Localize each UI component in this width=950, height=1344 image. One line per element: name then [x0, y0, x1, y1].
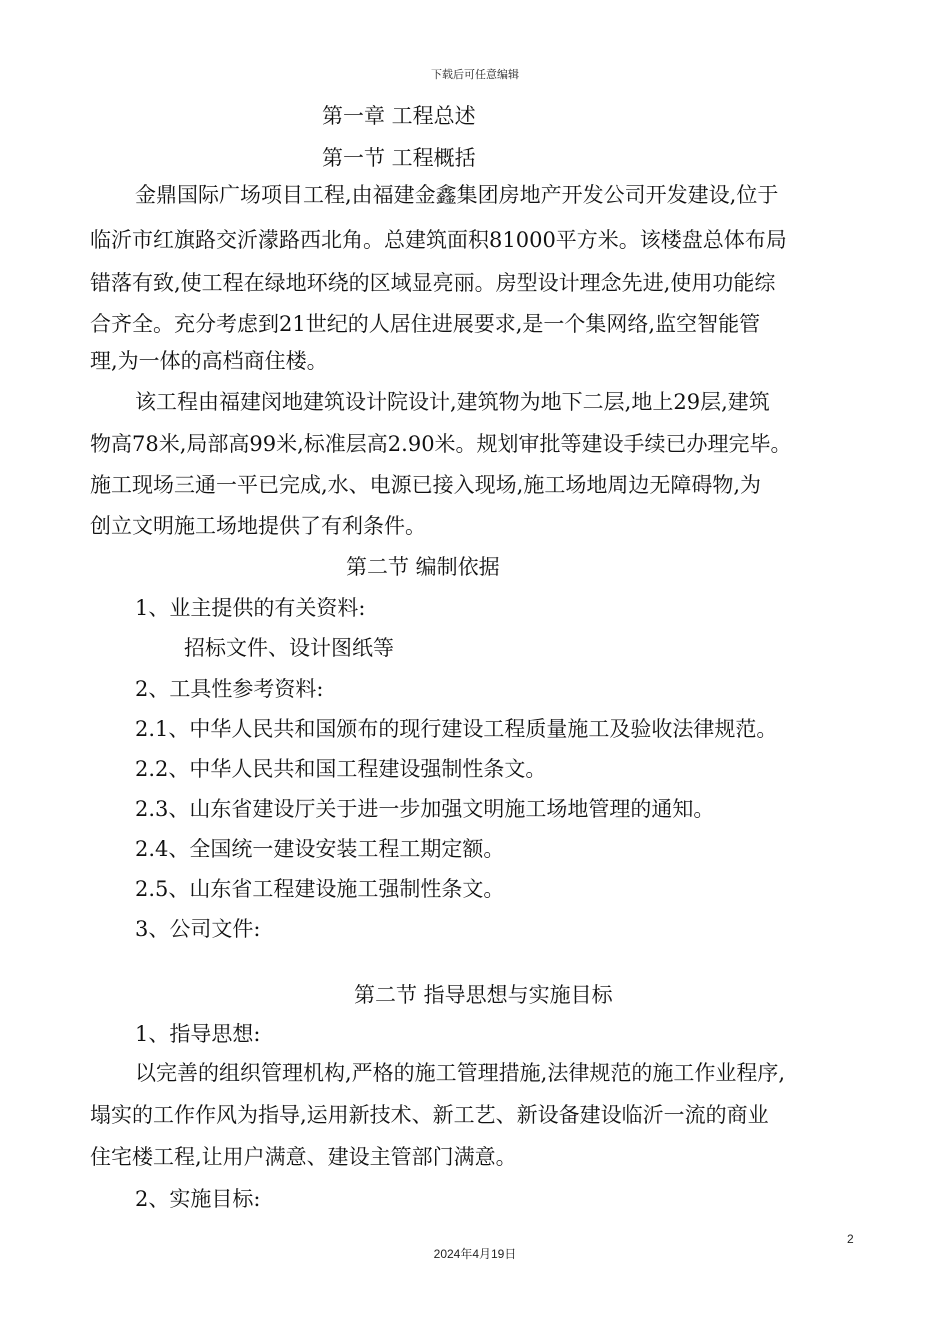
list-item: 2.2、中华人民共和国工程建设强制性条文。: [135, 757, 547, 781]
paragraph-line: 合齐全。充分考虑到21世纪的人居住进展要求,是一个集网络,监空智能管: [90, 312, 761, 336]
paragraph-line: 金鼎国际广场项目工程,由福建金鑫集团房地产开发公司开发建设,位于: [135, 183, 779, 207]
paragraph-line: 错落有致,使工程在绿地环绕的区域显亮丽。房型设计理念先进,使用功能综: [90, 271, 776, 295]
paragraph-line: 创立文明施工场地提供了有利条件。: [90, 514, 426, 538]
subheading-goal: 2、实施目标:: [135, 1187, 261, 1211]
list-item: 1、业主提供的有关资料:: [135, 596, 366, 620]
list-item: 3、公司文件:: [135, 917, 261, 941]
footer-date: 2024年4月19日: [433, 1247, 517, 1261]
list-item: 2.5、山东省工程建设施工强制性条文。: [135, 877, 505, 901]
paragraph-line: 施工现场三通一平已完成,水、电源已接入现场,施工场地周边无障碍物,为: [90, 473, 762, 497]
paragraph-line: 临沂市红旗路交沂濛路西北角。总建筑面积81000平方米。该楼盘总体布局: [90, 228, 787, 252]
paragraph-line: 理,为一体的高档商住楼。: [90, 349, 328, 373]
paragraph-line: 以完善的组织管理机构,严格的施工管理措施,法律规范的施工作业程序,: [135, 1061, 786, 1085]
section-title-overview: 第一节 工程概括: [322, 146, 476, 170]
paragraph-line: 塌实的工作作风为指导,运用新技术、新工艺、新设备建设临沂一流的商业: [90, 1103, 769, 1127]
section-title-guiding: 第二节 指导思想与实施目标: [354, 983, 613, 1007]
list-item: 2.1、中华人民共和国颁布的现行建设工程质量施工及验收法律规范。: [135, 717, 778, 741]
page-number: 2: [847, 1232, 854, 1246]
list-item: 招标文件、设计图纸等: [184, 636, 394, 660]
section-title-basis: 第二节 编制依据: [346, 555, 500, 579]
list-item: 2.4、全国统一建设安装工程工期定额。: [135, 837, 505, 861]
subheading-guiding: 1、指导思想:: [135, 1022, 261, 1046]
list-item: 2、工具性参考资料:: [135, 677, 324, 701]
list-item: 2.3、山东省建设厅关于进一步加强文明施工场地管理的通知。: [135, 797, 715, 821]
chapter-title: 第一章 工程总述: [322, 104, 476, 128]
page-header: 下载后可任意编辑: [431, 68, 519, 81]
paragraph-line: 住宅楼工程,让用户满意、建设主管部门满意。: [90, 1145, 517, 1169]
paragraph-line: 该工程由福建闵地建筑设计院设计,建筑物为地下二层,地上29层,建筑: [135, 390, 770, 414]
paragraph-line: 物高78米,局部高99米,标准层高2.90米。规划审批等建设手续已办理完毕。: [90, 432, 792, 456]
